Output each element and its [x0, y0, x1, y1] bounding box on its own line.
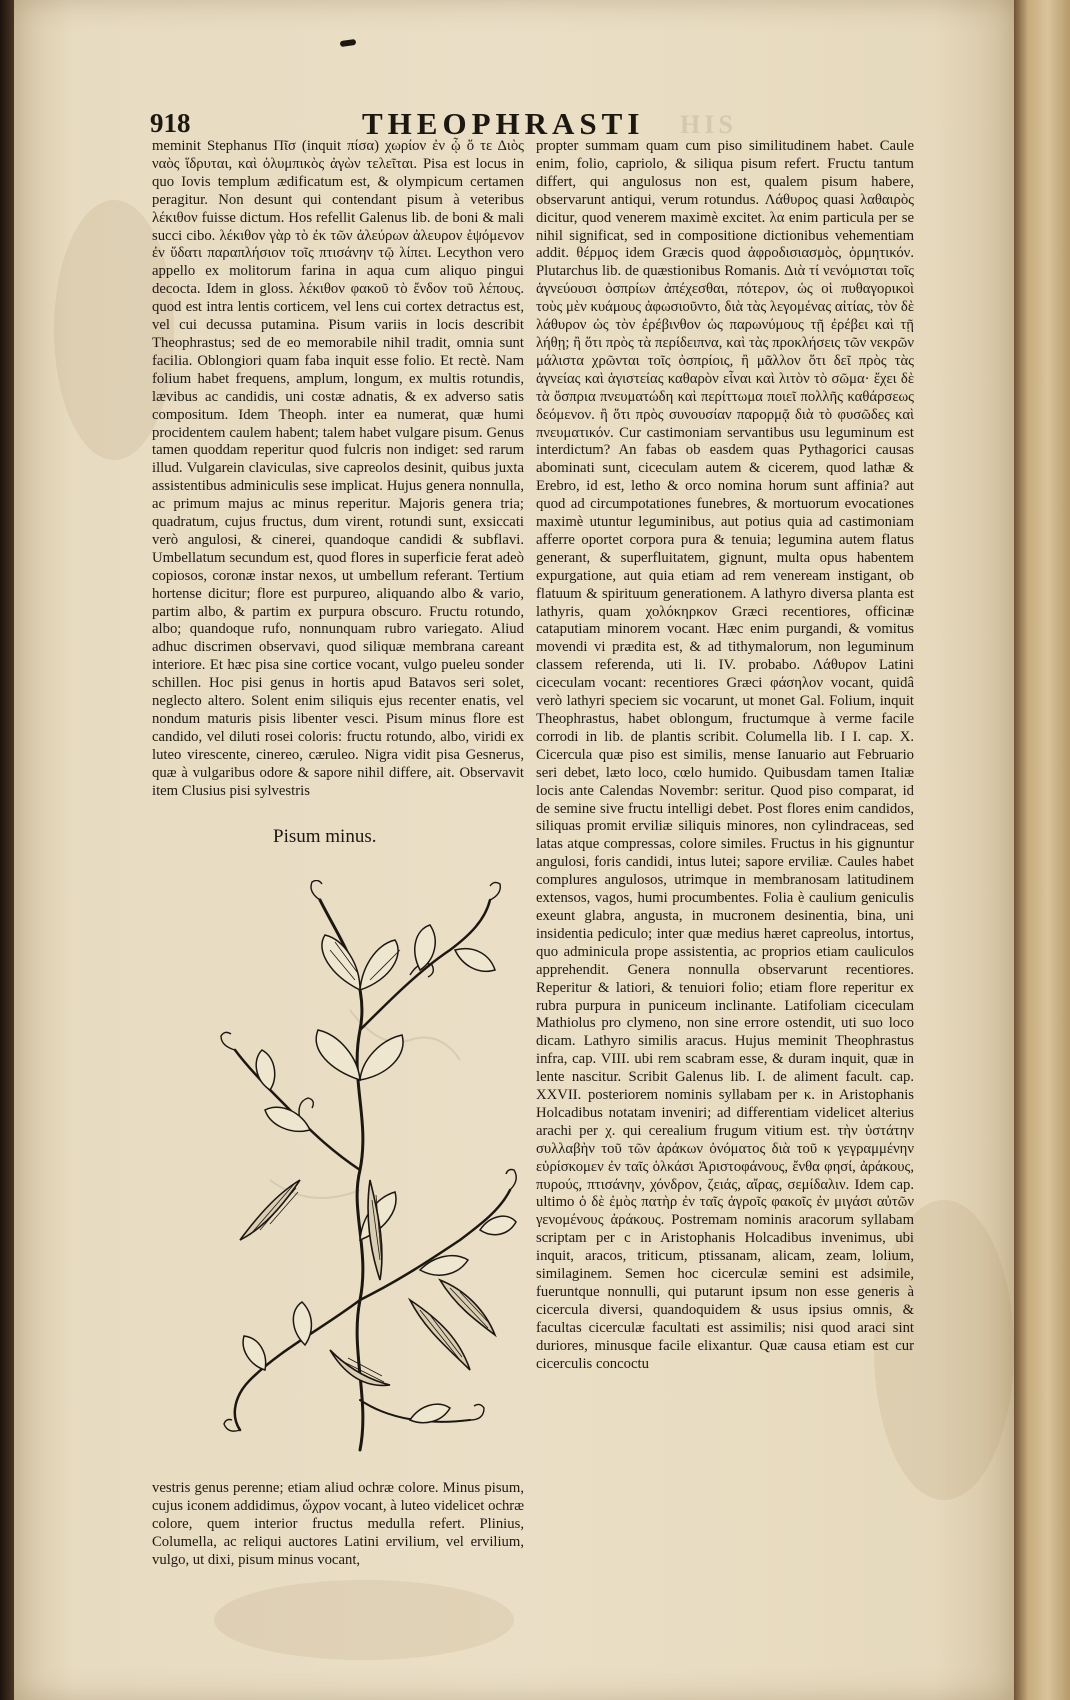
left-column-bottom-text	[152, 1480, 524, 1570]
right-column-text	[536, 138, 914, 1374]
figure-caption: Pisum minus.	[273, 826, 377, 847]
book-spine-left	[0, 0, 14, 1700]
paragraph: meminit Stephanus Πῖσ (inquit πίσα) χωρίον ἐν ᾧ ὅ τε Διὸς ναὸς ἵδρυται, καὶ ὀλυμπικὸς ἀγὼν τελεῖται. Pisa est locus in quo Iovis templum ædificatum est, & olympicum certamen peragitur. Non desunt qui contendant pisum à veteribus λέκιθον fuisse dictum. Hos refellit Galenus lib. de boni & mali succi cibo. λέκιθον γὰρ τὸ ἐκ τῶν ἀλεύρων ἀλευρον ἑψόμενον ἐν ὕδατι παραπλήσιον τοῖς πτισάνην τῷ λίπει. Lecython vero appello ex molitorum farina in aqua cum aliquo pingui decocta. Idem in gloss. λέκιθον φακοῦ τὸ ἔνδον τοῦ λέπους. quod est intra lentis corticem, vel lens cui cortex detractus est, vel cui decussa putamina. Pisum variis in locis describit Theophrastus; sed de eo memorabile nihil tradit, omnia sunt facilia. Oblongiori quam faba inquit esse folio. Et rectè. Nam folium habet frequens, amplum, longum, ex multis rotundis, lævibus ac candidis, uni costæ adnatis, & ex adverso satis compositum. Idem Theoph. inter ea numerat, quæ humi procidentem caulem habent; talem habet vulgare pisum. Genus tamen quoddam reperitur quod fulcris non indiget: sed rarum illud. Vulgarein claviculas, sive capreolos desinit, quibus juxta assistentibus adminiculis sese implicat. Hujus genera nonnulla, ac primum majus ac minus reperitur. Majoris genera tria; quadratum, cujus fructus, dum virent, rotundi sunt, exsiccati verò angulosi, & cinerei, quandoque candidi & subflavi. Umbellatum secundum est, quod flores in superficie ferat adeò copiosos, coronæ instar nexos, ut umbellum referant. Tertium hortense dicitur; flore est purpureo, aliquando albo & vario, partim albo, & partim ex purpura obscuro. Fructu rotundo, albo; quandoque rufo, nonnunquam rubro variegato. Aliud adhuc discrimen observavi, quod siliquæ membrana careant interiore. Et hæc pisa sine cortice vocant, vulgo pueleu sonder schillen. Hoc pisi genus in hortis apud Batavos seri solet, neglecto altero. Solent enim siliquis ejus recenter enatis, vel nondum maturis pisis libenter vesci. Pisum minus flore est candido, vel diluti rosei coloris: fructu rotundo, albo, viridi ex luteo virescente, cinereo, cæruleo. Nigra vidit pisa Gesnerus, quæ à vulgaribus odore & sapore nihil differe, ait. Observavit item Clusius pisi sylvestris	[152, 138, 524, 799]
paragraph: vestris genus perenne; etiam aliud ochræ colore. Minus pisum, cujus iconem addidimus, ὤχρον vocant, à luteo videlicet ochræ colore, quem interior fructus medulla refert. Plinius, Columella, ac reliqui auctores Latini ervilium, vel ervilium, vulgo, ut dixi, pisum minus vocant,	[152, 1480, 524, 1568]
bleed-through-text: HIS	[680, 110, 737, 139]
adjacent-page-edge	[1014, 0, 1070, 1700]
page-header	[150, 106, 910, 140]
paragraph: propter summam quam cum piso similitudinem habet. Caule enim, folio, capriolo, & siliqua pisum refert. Fructu tantum differt, qui angulosus non est, qualem pisum habere, observarunt antiqui, verum rotundus. Λάθυρος quasi λαθαιρὸς dicitur, quod venerem maximè excitet. λα enim particula per se nihil significat, sed in compositione dictionibus vehementiam addit. θέρμος idem Græcis quod ἀφροδισιασμὸς, ὁρμητικόν. Plutarchus lib. de quæstionibus Romanis. Διὰ τί νενόμισται τοῖς ἁγνεύουσι ὀσπρίων ἀπέχεσθαι, πότερον, ὡς οἱ πυθαγορικοὶ τοὺς μὲν κυάμους ἀφωσιοῦντο, διὰ τὰς λεγομένας αἰτίας, τὸν δὲ λάθυρον ὡς τὸν ἐρέβινθον ὡς παρωνύμους τῇ ἐρέβει καὶ τῇ λήθῃ; ἢ ὅτι πρὸς τὰ περίδειπνα, καὶ τὰς προκλήσεις τῶν νεκρῶν μάλιστα χρῶνται τοῖς ὀσπρίοις, ἢ μᾶλλον ὅτι δεῖ πρὸς τὰς ἁγνείας καὶ ἁγιστείας καθαρὸν εἶναι καὶ λιτὸν τὸ σῶμα· ἔχει δὲ τὰ ὄσπρια πνευματώδη καὶ περίττωμα ποιεῖ πολλῆς καθάρσεως δεόμενον. ἢ ὅτι πρὸς συνουσίαν παρορμᾷ διὰ τὸ φυσῶδες καὶ πνευματικόν. Cur castimoniam servantibus usu leguminum est interdictum? An fabas ob easdem quas Pythagorici causas abominati sunt, ciceculam autem & cicerem, quod lathæ & Erebro, id est, letho & orco nomina horum sunt affinia? aut quod ad circumpotationes funebres, & mortuorum evocationes maximè utuntur leguminibus, aut potius quia ad castimoniam afferre oportet corpora pura & tenuia; legumina autem flatus generant, & superfluitatem, gignunt, multa opus habentem expurgatione, aut quia etiam ad rem veneream instigant, ob flatuum & spirituum generationem. A lathyro diversa planta est lathyris, quam χολόκηρκον Græci recentiores, officinæ cataputiam minorem vocant. Hæc enim purgandi, & vomitus movendi vi prædita est, & ad tithymalorum, non leguminum classem referenda, uti li. IV. probabo. Λάθυρον Latini ciceculam vocant: recentiores Græci φάσηλον vocant, quidâ verò lathyri speciem sic vocarunt, ut monet Gal. Folium, inquit Theophrastus, habet oblongum, fructumque à verme facile corrodi in lib. de plantis scribit. Columella lib. I I. cap. X. Cicercula quæ piso est similis, mense Ianuario aut Februario seri debet, læto loco, cœlo humido. Quibusdam tamen Italiæ locis ante Calendas Novembr: seritur. Quod piso comparat, id de semine sive fructu intelligi debet. Post flores enim candidos, siliquas promit erviliæ siliquis minores, non cylindraceas, sed latas atque compressas, colore similes. Fructus in his gignuntur angulosi, foris candidi, intus lutei; sapore erviliæ. Caules habet complures angulosos, utrimque in membranosam latitudinem extensos, vagos, humi procumbentes. Folia è caulium geniculis exeunt glabra, angusta, in mucronem desinentia, bina, uni insidentia pediculo; inter quæ medius hæret capreolus, intortus, quo adminicula prope assistentia, ac proprios etiam cauliculos apprehendit. Genera nonnulla observarunt recentiores. Reperitur & latiori, & tenuiori folio; etiam flore reperitur ex rubra purpura in puniceum inclinante. Latifoliam ciceculam Mathiolus pro clymeno, non sine errore ostendit, uti suo loco dicam. Lathyro similis aracus. Hujus meminit Theophrastus infra, cap. VIII. ubi rem scabram esse, & duram inquit, quæ in lente nascitur. Scribit Galenus lib. I. de aliment facult. cap. XXVII. posteriorem nominis syllabam per κ. in Aristophanis Holcadibus notatam inveniri; ad differentiam videlicet alterius arachi per χ. qui cerealium frugum vitium est. τὴν ὑστάτην συλλαβὴν τοῦ τῶν ἀράκων ὀνόματος διὰ τοῦ κ γεγραμμένην εὑρίσκομεν ἐν ταῖς ὁλκάσι Ἀριστοφάνους, ἔνθα φησί, ἀράκους, πυρούς, πτισάνην, χόνδρον, ζειάς, αἴρας, σεμίδαλιν. Idem cap. ultimo ὁ δὲ ἐμὸς πατὴρ ἐν ταῖς ἀγροῖς φακοῖς ἐν μιγάσι αὐτῶν γενομένους ἀράκους. Postremam nominis aracorum syllabam scriptam per c in Aristophanis Holcadibus invenimus, ubi inquit, aracos, triticum, ptissanam, alicam, zeam, lolium, similaginem. Semen hoc cicerculæ semini est adsimile, fueruntque nonnulli, qui putarunt ipsum non esse generis à cicercula diversi, quandoquidem & usus ipsius omnis, & facultas cicerculæ facultati est assimilis; nisi quod araci sint duriores, minusque facile elixantur. Quæ causa etiam est cur cicerculis concoctu	[536, 138, 914, 1372]
page-number: 918	[150, 108, 191, 138]
woodcut-hatching	[250, 942, 490, 1382]
bleed-through-drawing	[270, 1010, 460, 1198]
left-column-text	[152, 138, 524, 801]
leaves	[243, 925, 516, 1423]
paper-stain	[214, 1580, 514, 1660]
running-head: THEOPHRASTI	[362, 106, 645, 141]
pea-plant-woodcut	[210, 880, 520, 1458]
